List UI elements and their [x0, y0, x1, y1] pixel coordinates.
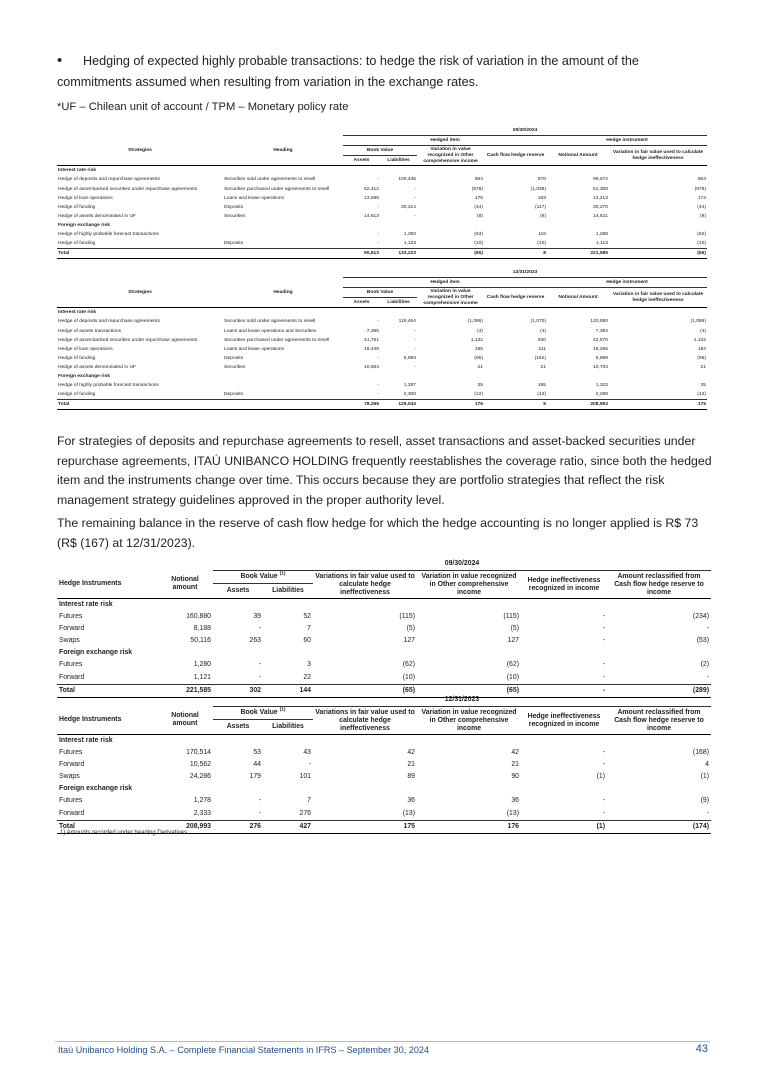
- table-row: Hedge of assets denominated in UF Securities 10,664 - 21 21 10,704 21: [58, 364, 706, 370]
- instrument-table-2023: [57, 694, 711, 834]
- table-row: Hedge of funding Deposits - 5,993 (95) (162) 5,899 (95): [58, 355, 706, 361]
- section-label: Foreign exchange risk: [58, 222, 110, 228]
- table-row: Hedge of funding Deposits - 1,123 (10) (10) 1,113 (10): [58, 241, 706, 247]
- section-label: Interest rate risk: [58, 168, 97, 174]
- col-variation-oci: Variation in value recognized in Other comprehensive income: [417, 146, 484, 166]
- table-row: Hedge of funding Deposits - 30,314 (44) (117) 30,270 (44): [58, 204, 706, 210]
- col-assets: Assets: [343, 298, 380, 308]
- table-date: 12/31/2023: [213, 694, 711, 707]
- footer-title: Itaú Unibanco Holding S.A. – Complete Financial Statements in IFRS – September 30, 2024: [58, 1045, 430, 1055]
- col-ineffectiveness: Hedge ineffectiveness recognized in income: [521, 571, 607, 599]
- instrument-table-2024: [57, 558, 711, 698]
- group-book-value: Book Value $^{(1)}$: [213, 707, 313, 720]
- page-footer: [55, 1041, 710, 1055]
- col-liabilities: Liabilities: [263, 720, 313, 735]
- col-liabilities: Liabilities: [380, 156, 417, 166]
- table-row: Futures 170,514 53 43 42 42 - (168): [59, 749, 709, 757]
- col-reclassified: Amount reclassified from Cash flow hedge reserve to income: [607, 707, 711, 735]
- bullet-text: Hedging of expected highly probable transactions: to hedge the risk of variation in the amount of the commitments assumed when resulting from variation in the exchange rates.: [57, 54, 639, 89]
- col-liabilities: Liabilities: [380, 298, 417, 308]
- total-row: Total 78,269 129,044 176 9 208,993 175: [57, 400, 707, 410]
- col-strategies: Strategies: [57, 278, 223, 308]
- col-hedge-instruments: Hedge Instruments: [57, 571, 157, 599]
- col-liabilities: Liabilities: [263, 584, 313, 599]
- col-assets: Assets: [213, 720, 263, 735]
- section-label: Foreign exchange risk: [58, 374, 110, 380]
- col-heading: Heading: [223, 278, 343, 308]
- col-notional-amount: Notional amount: [157, 571, 213, 599]
- group-book-value: Book Value: [343, 146, 417, 156]
- col-strategies: Strategies: [57, 136, 223, 166]
- total-row: Total 221,585 302 144 (65) (65) - (289): [57, 684, 711, 697]
- group-hedged-item: Hedged item: [343, 278, 547, 288]
- table-row: Futures 1,280 - 3 (62) (62) - (2): [59, 661, 709, 669]
- table-row: Hedge of assets denominated in UF Securities 14,613 - (8) (8) 14,621 (8): [58, 213, 706, 219]
- col-cash-flow-reserve: Cash flow hedge reserve: [484, 288, 547, 308]
- table-row: Forward 1,121 - 22 (10) (10) - -: [59, 673, 709, 681]
- table-row: Hedge of asset-backed securities under repurchase agreements Securities purchased under agreements to resell 41,761 - 1,132 930 42,570 1,132: [58, 337, 706, 343]
- col-hedge-instruments: Hedge Instruments: [57, 707, 157, 735]
- group-hedge-instrument: Hedge instrument: [547, 278, 707, 288]
- page-number: 43: [695, 1043, 708, 1055]
- bullet-icon: •: [57, 52, 63, 69]
- section-label: Interest rate risk: [58, 310, 97, 316]
- col-notional-amount: Notional amount: [157, 707, 213, 735]
- col-ineffectiveness: Hedge ineffectiveness recognized in income: [521, 707, 607, 735]
- col-oci: Variation in value recognized in Other comprehensive income: [417, 707, 521, 735]
- group-book-value: Book Value: [343, 288, 417, 298]
- reserve-balance-paragraph: The remaining balance in the reserve of cash flow hedge for which the hedge accounting is no longer applied is R$ 73 (R$ (167) at 12/31/2023).: [57, 516, 699, 550]
- table-row: Hedge of assets transactions Loans and lease operations and Securities 7,395 - (4) (4) 7,394 (4): [58, 328, 706, 334]
- table-date: 09/30/2024: [343, 126, 707, 136]
- col-notional: Notional Amount: [547, 288, 609, 308]
- table-row: Swaps 50,116 263 60 127 127 - (53): [59, 637, 709, 645]
- col-reclassified: Amount reclassified from Cash flow hedge reserve to income: [607, 571, 711, 599]
- table-row: Forward 10,562 44 - 21 21 - 4: [59, 761, 709, 769]
- col-variation-oci: Variation in value recognized in Other comprehensive income: [417, 288, 484, 308]
- table-row: Futures 160,880 39 52 (115) (115) - (234): [59, 613, 709, 621]
- col-notional: Notional Amount: [547, 146, 609, 166]
- group-book-value: Book Value $^{(1)}$: [213, 571, 313, 584]
- col-fair-value: Variation in fair value used to calculate hedge ineffectiveness: [609, 146, 707, 166]
- total-row: Total 208,993 276 427 175 176 (1) (174): [57, 820, 711, 833]
- bullet-paragraph: [57, 50, 712, 93]
- strategy-table-2023: [57, 268, 707, 410]
- col-cash-flow-reserve: Cash flow hedge reserve: [484, 146, 547, 166]
- table-row: Hedge of highly probable forecast transactions - 1,287 35 195 1,323 35: [58, 383, 706, 389]
- table-row: Hedge of deposits and repurchase agreements Securities sold under agreements to resell - 119,464 (1,086) (1,070) 120,550 (1,086): [58, 319, 706, 325]
- abbreviation-note: *UF – Chilean unit of account / TPM – Monetary policy rate: [57, 101, 349, 113]
- col-heading: Heading: [223, 136, 343, 166]
- coverage-ratio-paragraph: For strategies of deposits and repurchase agreements to resell, asset transactions and asset-backed securities under repurchase agreements, ITAÚ UNIBANCO HOLDING frequently reestablishes the coverage ratio, since both the hedged item and the instruments change over time. This occurs because they are portfolio strategies that reflect the risk management strategy guidelines approved in the proper authority level.: [57, 434, 712, 507]
- group-hedge-instrument: Hedge instrument: [547, 136, 707, 146]
- group-hedged-item: Hedged item: [343, 136, 547, 146]
- table-date: 09/30/2024: [213, 558, 711, 571]
- table-date: 12/31/2023: [343, 268, 707, 278]
- section-label: Foreign exchange risk: [59, 649, 133, 657]
- table-row: Hedge of loan operations Loans and lease operations 18,449 - 185 211 18,265 184: [58, 346, 706, 352]
- col-assets: Assets: [213, 584, 263, 599]
- section-label: Interest rate risk: [59, 601, 113, 608]
- section-label: Foreign exchange risk: [59, 785, 133, 793]
- table-row: Hedge of highly probable forecast transactions - 1,350 (63) 118 1,288 (62): [58, 232, 706, 238]
- footnote: 1) Amounts recorded under heading Derivatives.: [60, 830, 189, 836]
- col-assets: Assets: [343, 156, 380, 166]
- strategy-table-2024: [57, 126, 707, 259]
- table-row: Forward 2,333 - 276 (13) (13) - -: [59, 809, 709, 817]
- col-oci: Variation in value recognized in Other comprehensive income: [417, 571, 521, 599]
- table-row: Futures 1,278 - 7 36 36 - (9): [59, 797, 709, 805]
- total-row: Total 90,613 133,223 (65) 8 221,585 (65): [57, 249, 707, 259]
- col-fair-value: Variations in fair value used to calculate hedge ineffectiveness: [313, 571, 417, 599]
- table-row: Forward 8,188 - 7 (5) (5) - -: [59, 625, 709, 633]
- col-fair-value: Variations in fair value used to calculate hedge ineffectiveness: [313, 707, 417, 735]
- table-row: Hedge of loan operations Loans and lease operations 13,588 - 175 183 13,413 174: [58, 195, 706, 201]
- table-row: Swaps 24,286 179 101 89 90 (1) (1): [59, 773, 709, 781]
- table-row: Hedge of funding Deposits - 2,300 (12) (12) 2,288 (12): [58, 392, 706, 398]
- table-row: Hedge of asset-backed securities under repurchase agreements Securities purchased under agreements to resell 62,412 - (978) (1,038) 61,308 (978): [58, 186, 706, 192]
- table-row: Hedge of deposits and repurchase agreements Securities sold under agreements to resell - 100,436 864 870 99,572 864: [58, 177, 706, 183]
- section-label: Interest rate risk: [59, 737, 113, 744]
- col-fair-value: Variation in fair value used to calculate hedge ineffectiveness: [609, 288, 707, 308]
